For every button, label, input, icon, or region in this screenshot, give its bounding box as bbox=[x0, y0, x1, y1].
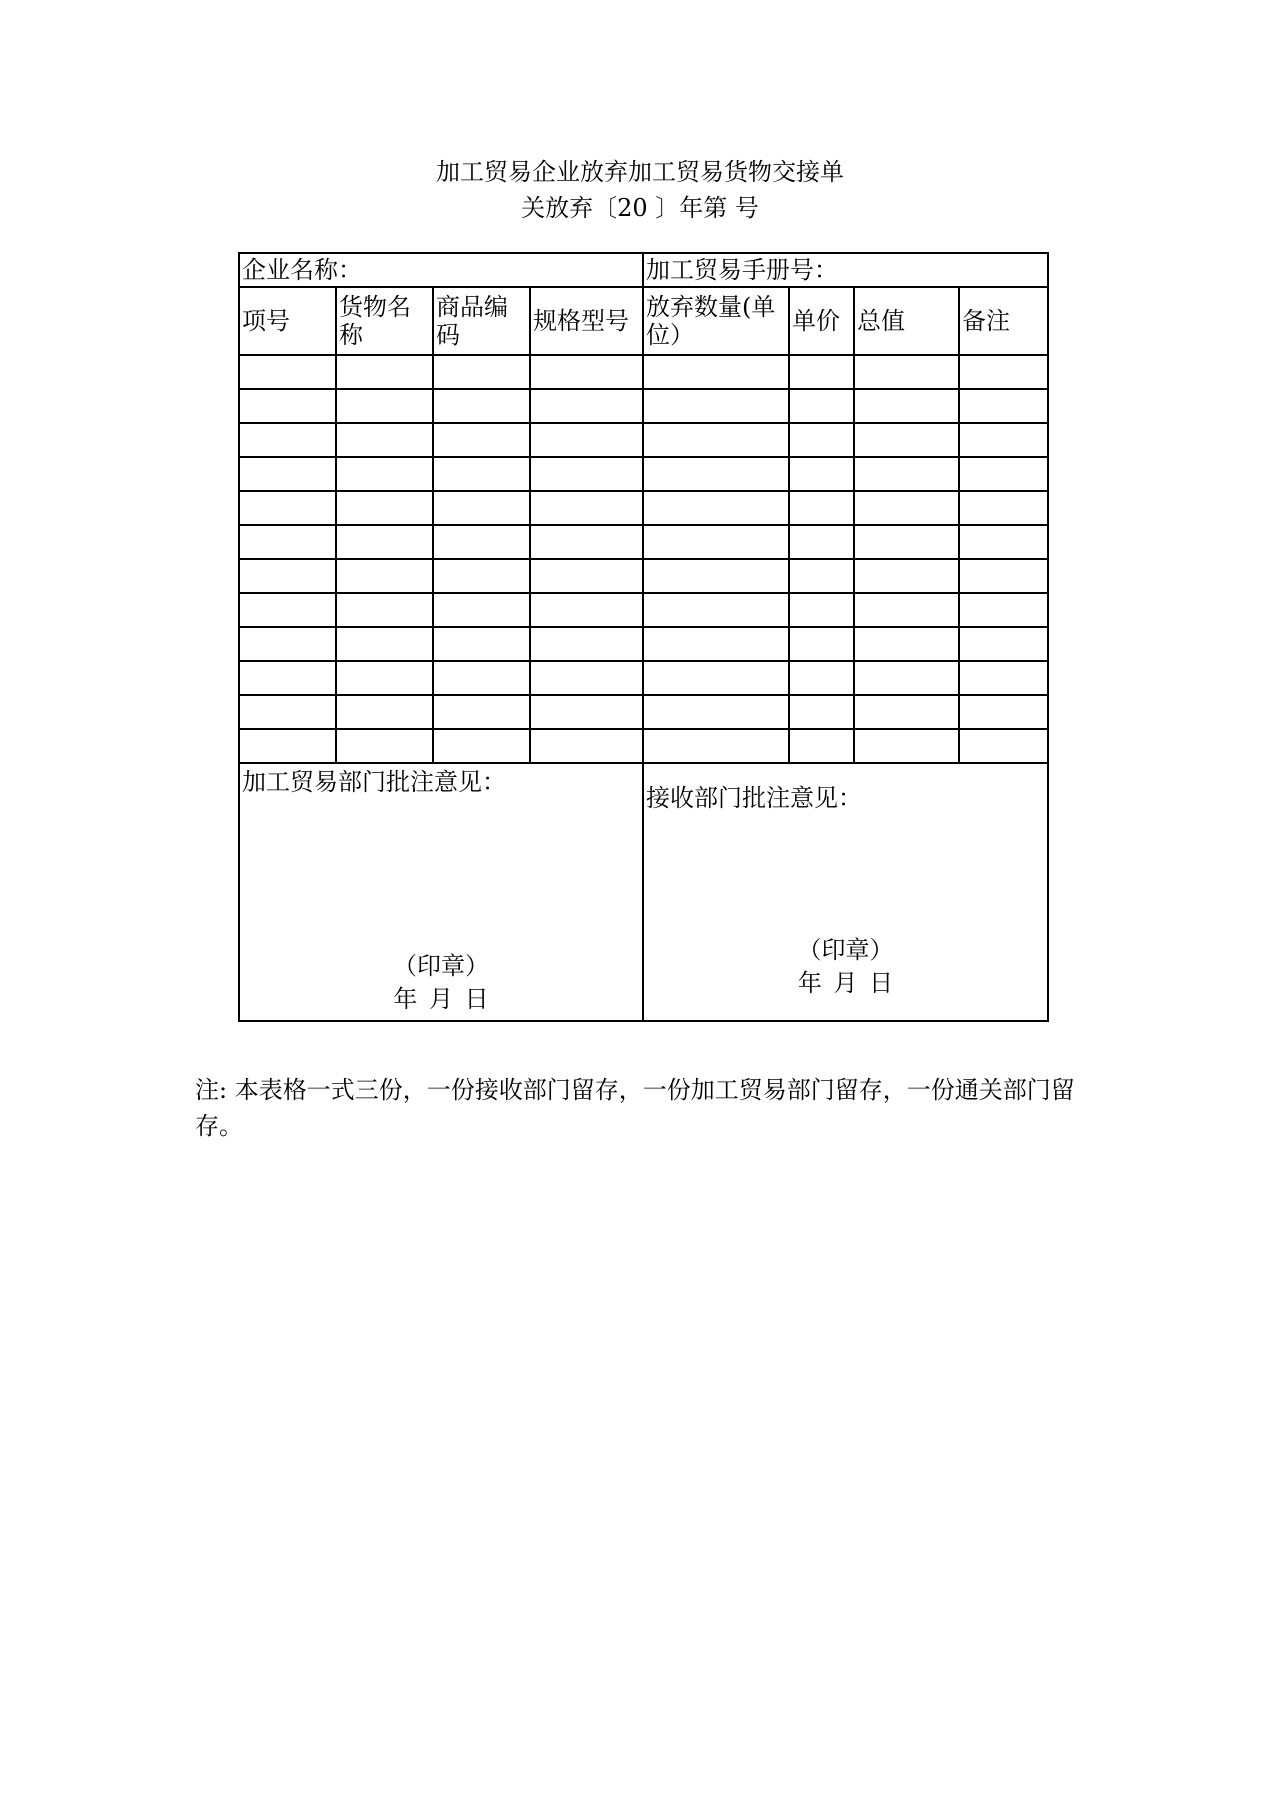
table-cell[interactable] bbox=[959, 593, 1048, 627]
table-cell[interactable] bbox=[854, 389, 959, 423]
table-cell[interactable] bbox=[336, 389, 433, 423]
table-cell[interactable] bbox=[789, 491, 854, 525]
table-cell[interactable] bbox=[643, 525, 789, 559]
table-cell[interactable] bbox=[336, 525, 433, 559]
table-cell[interactable] bbox=[959, 661, 1048, 695]
table-cell[interactable] bbox=[643, 729, 789, 763]
table-row bbox=[239, 593, 1048, 627]
table-cell[interactable] bbox=[959, 355, 1048, 389]
table-row bbox=[239, 491, 1048, 525]
table-cell[interactable] bbox=[530, 457, 643, 491]
table-cell[interactable] bbox=[530, 491, 643, 525]
table-cell[interactable] bbox=[854, 423, 959, 457]
table-cell[interactable] bbox=[336, 695, 433, 729]
table-cell[interactable] bbox=[433, 661, 530, 695]
table-cell[interactable] bbox=[643, 423, 789, 457]
table-cell[interactable] bbox=[239, 423, 336, 457]
table-cell[interactable] bbox=[959, 627, 1048, 661]
form-header-row bbox=[239, 253, 1048, 287]
table-cell[interactable] bbox=[336, 729, 433, 763]
table-cell[interactable] bbox=[789, 695, 854, 729]
table-cell[interactable] bbox=[530, 695, 643, 729]
table-cell[interactable] bbox=[433, 355, 530, 389]
column-header-item-no: 项号 bbox=[239, 287, 336, 355]
column-header-quantity: 放弃数量(单位） bbox=[643, 287, 789, 355]
receiving-dept-approval-cell[interactable] bbox=[643, 763, 1048, 1021]
table-cell[interactable] bbox=[854, 525, 959, 559]
table-cell[interactable] bbox=[239, 661, 336, 695]
approval-row bbox=[239, 763, 1048, 1021]
table-cell[interactable] bbox=[336, 661, 433, 695]
trade-dept-approval-cell[interactable] bbox=[239, 763, 643, 1021]
company-name-cell[interactable]: 企业名称： bbox=[239, 253, 643, 287]
table-cell[interactable] bbox=[530, 423, 643, 457]
table-cell[interactable] bbox=[433, 729, 530, 763]
table-cell[interactable] bbox=[643, 695, 789, 729]
manual-number-cell[interactable]: 加工贸易手册号： bbox=[643, 253, 1048, 287]
trade-dept-seal-label: （印章） bbox=[393, 952, 489, 980]
table-cell[interactable] bbox=[239, 593, 336, 627]
table-cell[interactable] bbox=[239, 355, 336, 389]
table-cell[interactable] bbox=[433, 695, 530, 729]
column-header-unit-price: 单价 bbox=[789, 287, 854, 355]
table-cell[interactable] bbox=[959, 695, 1048, 729]
table-cell[interactable] bbox=[789, 525, 854, 559]
table-cell[interactable] bbox=[336, 627, 433, 661]
table-cell[interactable] bbox=[854, 627, 959, 661]
table-cell[interactable] bbox=[239, 457, 336, 491]
table-cell[interactable] bbox=[854, 661, 959, 695]
table-cell[interactable] bbox=[854, 457, 959, 491]
table-cell[interactable] bbox=[643, 661, 789, 695]
table-cell[interactable] bbox=[433, 593, 530, 627]
table-cell[interactable] bbox=[789, 661, 854, 695]
table-cell[interactable] bbox=[530, 559, 643, 593]
table-row bbox=[239, 423, 1048, 457]
table-cell[interactable] bbox=[854, 559, 959, 593]
document-title: 加工贸易企业放弃加工贸易货物交接单 bbox=[436, 158, 844, 186]
column-header-total-value: 总值 bbox=[854, 287, 959, 355]
table-cell[interactable] bbox=[959, 423, 1048, 457]
table-cell[interactable] bbox=[336, 355, 433, 389]
table-cell[interactable] bbox=[530, 661, 643, 695]
column-header-goods-name: 货物名称 bbox=[336, 287, 433, 355]
table-cell[interactable] bbox=[959, 729, 1048, 763]
table-cell[interactable] bbox=[959, 389, 1048, 423]
table-cell[interactable] bbox=[433, 457, 530, 491]
table-cell[interactable] bbox=[433, 491, 530, 525]
table-cell[interactable] bbox=[789, 355, 854, 389]
table-cell[interactable] bbox=[239, 729, 336, 763]
table-row bbox=[239, 661, 1048, 695]
receiving-dept-date-label: 年 月 日 bbox=[797, 969, 894, 997]
table-cell[interactable] bbox=[239, 559, 336, 593]
table-row bbox=[239, 559, 1048, 593]
table-cell[interactable] bbox=[854, 729, 959, 763]
table-cell[interactable] bbox=[789, 389, 854, 423]
trade-dept-date-label: 年 月 日 bbox=[393, 985, 489, 1013]
footnote: 注: 本表格一式三份，一份接收部门留存，一份加工贸易部门留存，一份通关部门留存。 bbox=[195, 1076, 1075, 1140]
table-row bbox=[239, 627, 1048, 661]
table-cell[interactable] bbox=[239, 491, 336, 525]
table-cell[interactable] bbox=[336, 593, 433, 627]
column-header-remarks: 备注 bbox=[959, 287, 1048, 355]
table-cell[interactable] bbox=[854, 491, 959, 525]
table-cell[interactable] bbox=[433, 559, 530, 593]
table-cell[interactable] bbox=[789, 729, 854, 763]
table-row bbox=[239, 525, 1048, 559]
table-cell[interactable] bbox=[789, 457, 854, 491]
table-cell[interactable] bbox=[530, 627, 643, 661]
table-cell[interactable] bbox=[959, 491, 1048, 525]
table-cell[interactable] bbox=[530, 729, 643, 763]
column-header-commodity-code: 商品编码 bbox=[433, 287, 530, 355]
receiving-dept-seal-label: （印章） bbox=[797, 936, 894, 964]
column-header-specification: 规格型号 bbox=[530, 287, 643, 355]
document-number-line: 关放弃〔20 〕年第 号 bbox=[521, 194, 759, 222]
receiving-dept-approval-label: 接收部门批注意见： bbox=[646, 784, 862, 812]
table-cell[interactable] bbox=[239, 525, 336, 559]
table-cell[interactable] bbox=[530, 389, 643, 423]
table-row bbox=[239, 355, 1048, 389]
table-row bbox=[239, 389, 1048, 423]
table-cell[interactable] bbox=[789, 423, 854, 457]
table-cell[interactable] bbox=[854, 355, 959, 389]
table-row bbox=[239, 457, 1048, 491]
table-cell[interactable] bbox=[336, 457, 433, 491]
table-cell[interactable] bbox=[433, 525, 530, 559]
table-cell[interactable] bbox=[643, 491, 789, 525]
table-cell[interactable] bbox=[789, 559, 854, 593]
table-cell[interactable] bbox=[336, 559, 433, 593]
table-cell[interactable] bbox=[789, 627, 854, 661]
table-cell[interactable] bbox=[530, 525, 643, 559]
table-cell[interactable] bbox=[959, 559, 1048, 593]
table-cell[interactable] bbox=[854, 695, 959, 729]
table-cell[interactable] bbox=[643, 389, 789, 423]
table-cell[interactable] bbox=[239, 695, 336, 729]
table-cell[interactable] bbox=[959, 525, 1048, 559]
column-header-row bbox=[239, 287, 1048, 355]
table-cell[interactable] bbox=[643, 355, 789, 389]
table-cell[interactable] bbox=[530, 593, 643, 627]
table-cell[interactable] bbox=[336, 491, 433, 525]
handover-form-table bbox=[238, 252, 1049, 1022]
table-cell[interactable] bbox=[336, 423, 433, 457]
table-cell[interactable] bbox=[643, 627, 789, 661]
table-cell[interactable] bbox=[530, 355, 643, 389]
table-cell[interactable] bbox=[643, 457, 789, 491]
table-cell[interactable] bbox=[433, 423, 530, 457]
table-row bbox=[239, 695, 1048, 729]
trade-dept-approval-label: 加工贸易部门批注意见： bbox=[242, 768, 506, 796]
table-cell[interactable] bbox=[854, 593, 959, 627]
table-cell[interactable] bbox=[239, 627, 336, 661]
table-cell[interactable] bbox=[643, 559, 789, 593]
table-cell[interactable] bbox=[239, 389, 336, 423]
table-cell[interactable] bbox=[959, 457, 1048, 491]
table-cell[interactable] bbox=[433, 627, 530, 661]
table-row bbox=[239, 729, 1048, 763]
table-cell[interactable] bbox=[433, 389, 530, 423]
table-cell[interactable] bbox=[789, 593, 854, 627]
table-cell[interactable] bbox=[643, 593, 789, 627]
